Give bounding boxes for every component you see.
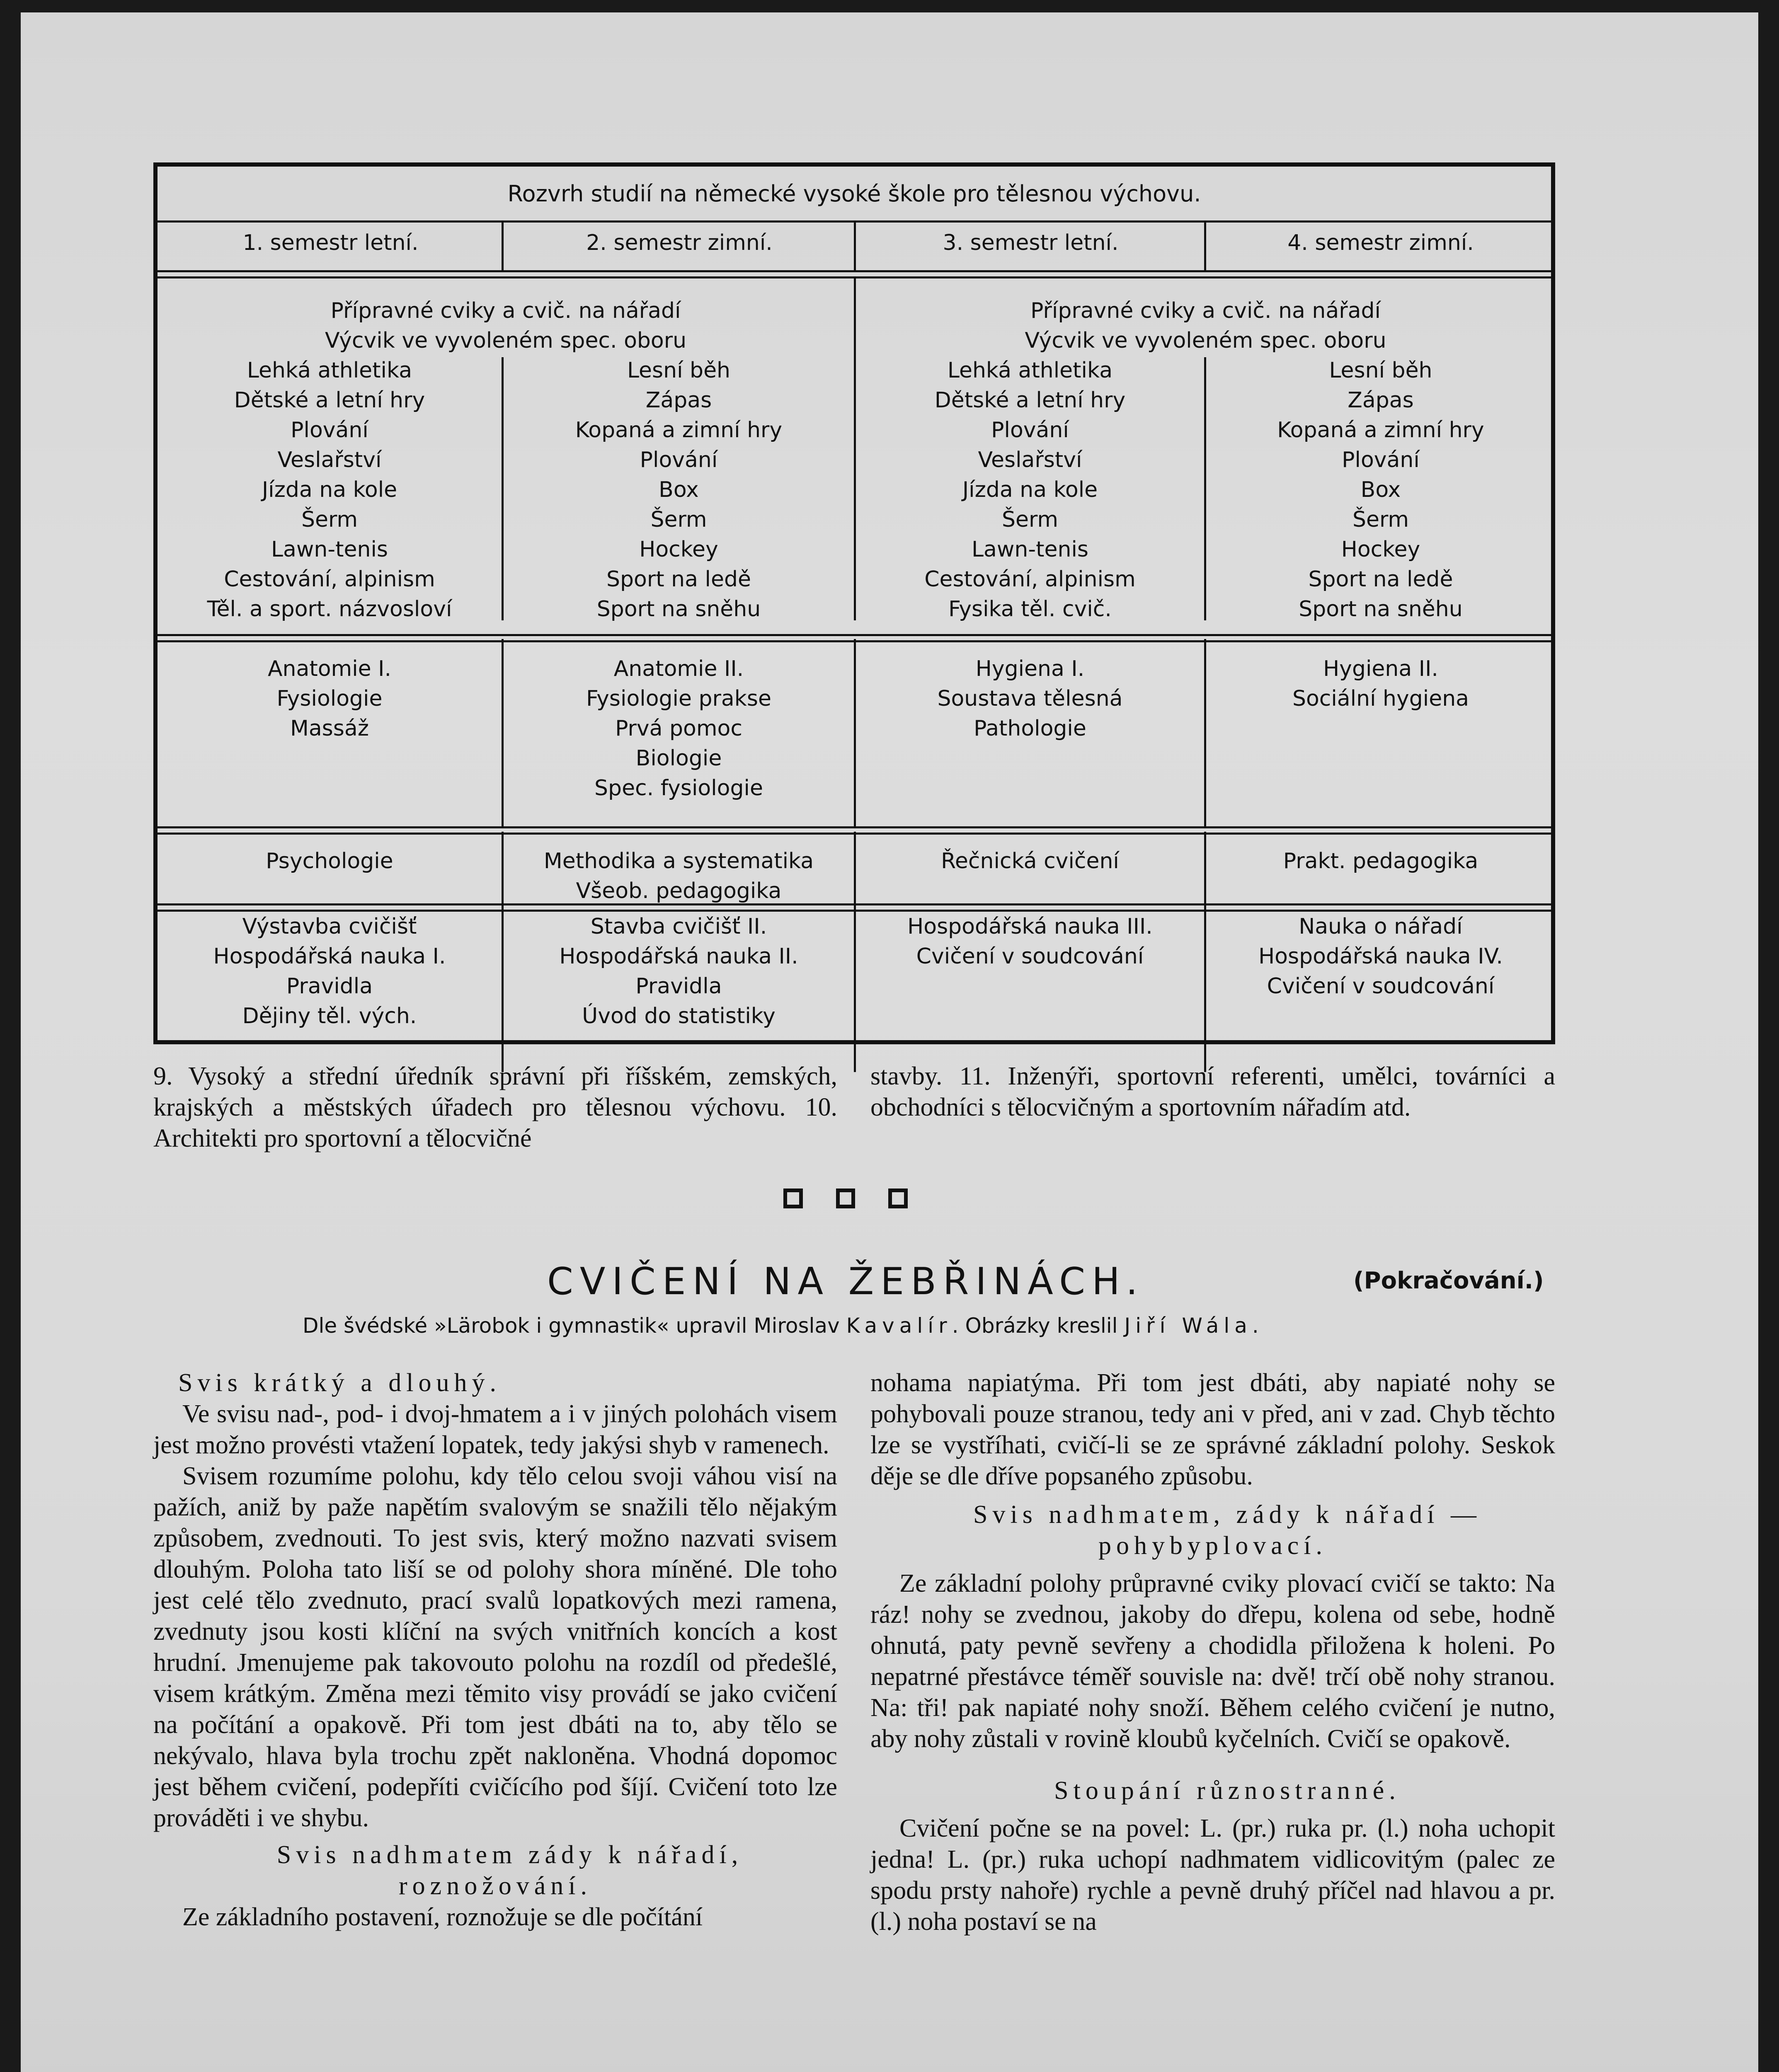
row2-semester-1: Anatomie I. Fysiologie Massáž	[267, 656, 392, 741]
row1-semester-3: Lehká athletika Dětské a letní hry Plování Veslařství Jízda na kole Šerm Lawn-tenis Cestování, alpinism Fysika těl. cvič.	[924, 358, 1136, 622]
row3-semester-3: Řečnická cvičení	[941, 849, 1119, 874]
table-rule	[854, 276, 856, 620]
table-title: Rozvrh studií na německé vysoké škole pro tělesnou výchovu.	[507, 181, 1201, 207]
article-continued-note: (Pokračování.)	[1353, 1267, 1544, 1294]
row1-semester-1: Lehká athletika Dětské a letní hry Plování Veslařství Jízda na kole Šerm Lawn-tenis Cestování, alpinism Těl. a sport. názvosloví	[207, 358, 452, 622]
semester-header-1: 1. semestr letní.	[242, 230, 419, 255]
subheading: Svis krátký a dlouhý.	[178, 1369, 501, 1397]
paragraph: Cvičení počne se na povel: L. (pr.) ruka pr. (l.) noha uchopit jedna! L. (pr.) ruka uchopí nadhmatem vidlicovitým (palec ze spodu prsty nahoře) rychle a pevně druhý příčel nad hlavou a pr. (l.) noha postaví se na	[870, 1814, 1555, 1936]
section-separator	[783, 1188, 908, 1213]
scan-edge-left	[0, 0, 21, 2072]
paragraph: Ze základní polohy průpravné cviky plovací cvičí se takto: Na ráz! nohy se zvednou, jakoby do dřepu, kolena od sebe, hodně ohnutá, paty pevně sevřeny a chodidla přiložena k holeni. Po nepatrné přestávce téměř souvisle na: dvě! trčí obě nohy stranou. Na: tři! pak napiaté nohy snoží. Během celého cvičení je nutno, aby nohy zůstali v rovině kloubů kyčelních. Cvičí se opakově.	[870, 1569, 1555, 1753]
subheading: Svis nadhmatem zády k nářadí, roznožování.	[276, 1841, 743, 1900]
table-rule	[158, 903, 1551, 912]
row4-semester-4: Nauka o nářadí Hospodářská nauka IV. Cvičení v soudcování	[1258, 914, 1503, 999]
article-column-left	[153, 1368, 837, 1933]
row4-semester-2: Stavba cvičišť II. Hospodářská nauka II. Pravidla Úvod do statistiky	[559, 914, 798, 1029]
row1-span-left: Přípravné cviky a cvič. na nářadí Výcvik ve vyvoleném spec. oboru	[325, 298, 687, 353]
semester-header-3: 3. semestr letní.	[943, 230, 1119, 255]
article-title: CVIČENÍ NA ŽEBŘINÁCH.	[547, 1260, 1144, 1303]
row3-semester-1: Psychologie	[266, 849, 393, 874]
table-rule	[854, 220, 856, 272]
paragraph: Ze základního postavení, roznožuje se dle počítání	[182, 1903, 703, 1931]
intro-text-left: 9. Vysoký a střední úředník správní při říšském, zemských, krajských a městských úřadech pro tělesnou výchovu. 10. Architekti pro sportovní a tělocvičné	[153, 1062, 837, 1152]
intro-text-right: stavby. 11. Inženýři, sportovní referenti, umělci, továrníci a obchodníci s tělocvičným a sportovním nářadím atd.	[870, 1062, 1555, 1121]
row2-semester-4: Hygiena II. Sociální hygiena	[1292, 656, 1469, 711]
row3-semester-2: Methodika a systematika Všeob. pedagogika	[543, 849, 814, 903]
row4-semester-1: Výstavba cvičišť Hospodářská nauka I. Pravidla Dějiny těl. vých.	[213, 914, 446, 1029]
row3-semester-4: Prakt. pedagogika	[1283, 849, 1478, 874]
study-schedule-table	[153, 162, 1555, 1044]
subheading: Stoupání různostranné.	[1054, 1777, 1401, 1805]
article-column-right	[870, 1368, 1555, 1937]
separator-square-icon	[836, 1188, 856, 1208]
separator-square-icon	[888, 1188, 908, 1208]
table-rule	[502, 357, 504, 620]
paragraph: Ve svisu nad-, pod- i dvoj-hmatem a i v jiných polohách visem jest možno provésti vtažení lopatek, tedy jakýsi shyb v ramenech.	[153, 1400, 837, 1459]
row1-semester-2: Lesní běh Zápas Kopaná a zimní hry Plování Box Šerm Hockey Sport na ledě Sport na sněhu	[575, 358, 783, 622]
row4-semester-3: Hospodářská nauka III. Cvičení v soudcování	[907, 914, 1153, 969]
row1-span-right: Přípravné cviky a cvič. na nářadí Výcvik ve vyvoleném spec. oboru	[1025, 298, 1386, 353]
semester-header-4: 4. semestr zimní.	[1287, 230, 1474, 255]
table-rule	[1204, 639, 1206, 828]
table-rule	[1204, 220, 1206, 272]
scan-edge-right	[1758, 0, 1779, 2072]
separator-square-icon	[783, 1188, 803, 1208]
paragraph: nohama napiatýma. Při tom jest dbáti, aby napiaté nohy se pohybovali pouze stranou, tedy ani v před, ani v zad. Chyb těchto lze se vystříhati, cvičí-li se ze správné základní polohy. Seskok děje se dle dříve popsaného způsobu.	[870, 1369, 1555, 1490]
table-rule	[1204, 357, 1206, 620]
subheading: Svis nadhmatem, zády k nářadí — pohybyplovací.	[973, 1501, 1481, 1560]
paragraph: Svisem rozumíme polohu, kdy tělo celou svoji váhou visí na pažích, aniž by paže napětím svalovým se snažili tělo nějakým způsobem, zvednouti. To jest svis, který možno nazvati svisem dlouhým. Poloha tato liší se od polohy shora míněné. Dle toho jest celé tělo zvednuto, prací svalů lopatkových mezi ramena, zvednuty jsou kosti klíční na svých vnitřních koncích a kost hrudní. Jmenujeme pak takovouto polohu na rozdíl od předešlé, visem krátkým. Změna mezi těmito visy provádí se jako cvičení na počítání a opakově. Při tom jest dbáti na to, aby tělo se nekývalo, hlava byla trochu zpět nakloněna. Vhodná dopomoc jest během cvičení, podepříti cvičícího pod šíjí. Cvičení toto lze prováděti i ve shybu.	[153, 1462, 837, 1832]
article-byline: Dle švédské »Lärobok i gymnastik« upravil Miroslav Kavalír. Obrázky kreslil Jiří Wála.	[303, 1314, 1259, 1338]
semester-header-2: 2. semestr zimní.	[586, 230, 773, 255]
row2-semester-2: Anatomie II. Fysiologie prakse Prvá pomoc Biologie Spec. fysiologie	[586, 656, 771, 801]
row2-semester-3: Hygiena I. Soustava tělesná Pathologie	[937, 656, 1123, 741]
table-rule	[502, 220, 504, 272]
table-rule	[854, 639, 856, 828]
row1-semester-4: Lesní běh Zápas Kopaná a zimní hry Plování Box Šerm Hockey Sport na ledě Sport na sněhu	[1277, 358, 1484, 622]
scan-edge-top	[0, 0, 1779, 12]
table-rule	[502, 639, 504, 828]
